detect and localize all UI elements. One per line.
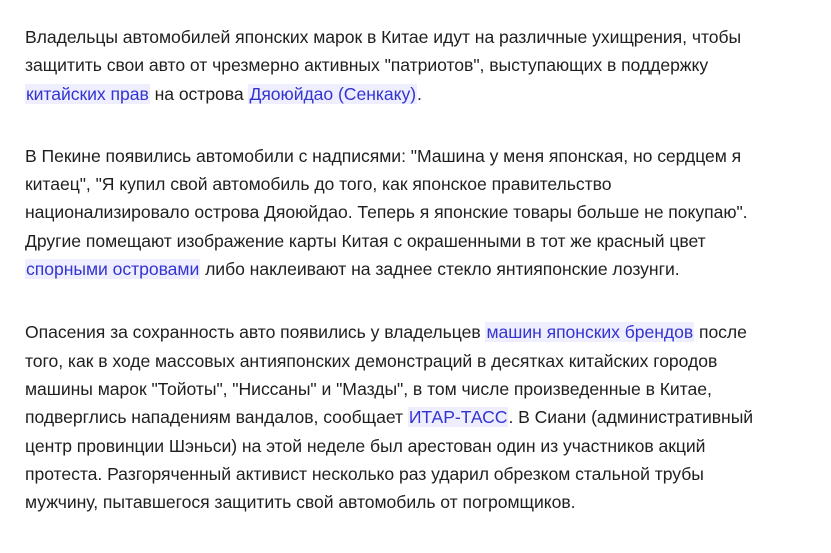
text-segment: подверглись нападениям вандалов, сообщает <box>25 407 408 428</box>
text-line <box>25 488 815 516</box>
inline-link[interactable]: Дяоюйдао (Сенкаку) <box>249 83 417 104</box>
text-segment: Опасения за сохранность авто появились у владельцев <box>25 322 486 343</box>
text-line <box>25 375 815 403</box>
text-segment: . <box>417 83 422 104</box>
text-segment: либо наклеивают на заднее стекло янтияпонские лозунги. <box>200 259 680 280</box>
text-line <box>25 432 815 460</box>
inline-link[interactable]: ИТАР-ТАСС <box>408 407 508 428</box>
text-segment: машины марок "Тойоты", "Ниссаны" и "Мазды", в том числе произведенные в Китае, <box>25 378 712 399</box>
text-segment: мужчину, пытавшегося защитить свой автомобиль от погромщиков. <box>25 492 576 513</box>
text-line <box>25 318 815 346</box>
inline-link[interactable]: китайских прав <box>26 83 149 104</box>
text-segment: В Пекине появились автомобили с надписями: "Машина у меня японская, но сердцем я <box>25 145 742 166</box>
text-segment: центр провинции Шэньси) на этой неделе был арестован один из участников акций <box>25 435 706 456</box>
text-line <box>25 403 815 431</box>
text-segment: протеста. Разгоряченный активист несколько раз ударил обрезком стальной трубы <box>25 463 704 484</box>
text-line <box>25 460 815 488</box>
paragraph-3 <box>25 318 815 516</box>
text-line <box>25 347 815 375</box>
text-segment: . В Сиани (административный <box>508 407 754 428</box>
text-segment: национализировало острова Дяоюйдао. Теперь я японские товары больше не покупаю". <box>25 202 748 223</box>
text-line <box>25 198 815 226</box>
text-line <box>25 23 815 51</box>
text-line <box>25 255 815 283</box>
text-line <box>25 170 815 198</box>
text-segment: на острова <box>149 83 249 104</box>
text-segment: Другие помещают изображение карты Китая с окрашенными в тот же красный цвет <box>25 230 706 251</box>
paragraph-2 <box>25 142 815 283</box>
text-segment: того, как в ходе массовых антияпонских демонстраций в десятках китайских городов <box>25 350 718 371</box>
inline-link[interactable]: машин японских брендов <box>486 322 694 343</box>
text-line <box>25 227 815 255</box>
paragraph-1 <box>25 23 815 108</box>
text-segment: Владельцы автомобилей японских марок в Китае идут на различные ухищрения, чтобы <box>25 27 742 47</box>
text-segment: защитить свои авто от чрезмерно активных "патриотов", выступающих в поддержку <box>25 55 709 76</box>
text-line <box>25 80 815 108</box>
text-line <box>25 51 815 79</box>
text-segment: китаец", "Я купил свой автомобиль до того, как японское правительство <box>25 174 612 195</box>
inline-link[interactable]: спорными островами <box>26 259 200 280</box>
text-line <box>25 142 815 170</box>
text-segment: после <box>694 322 747 343</box>
